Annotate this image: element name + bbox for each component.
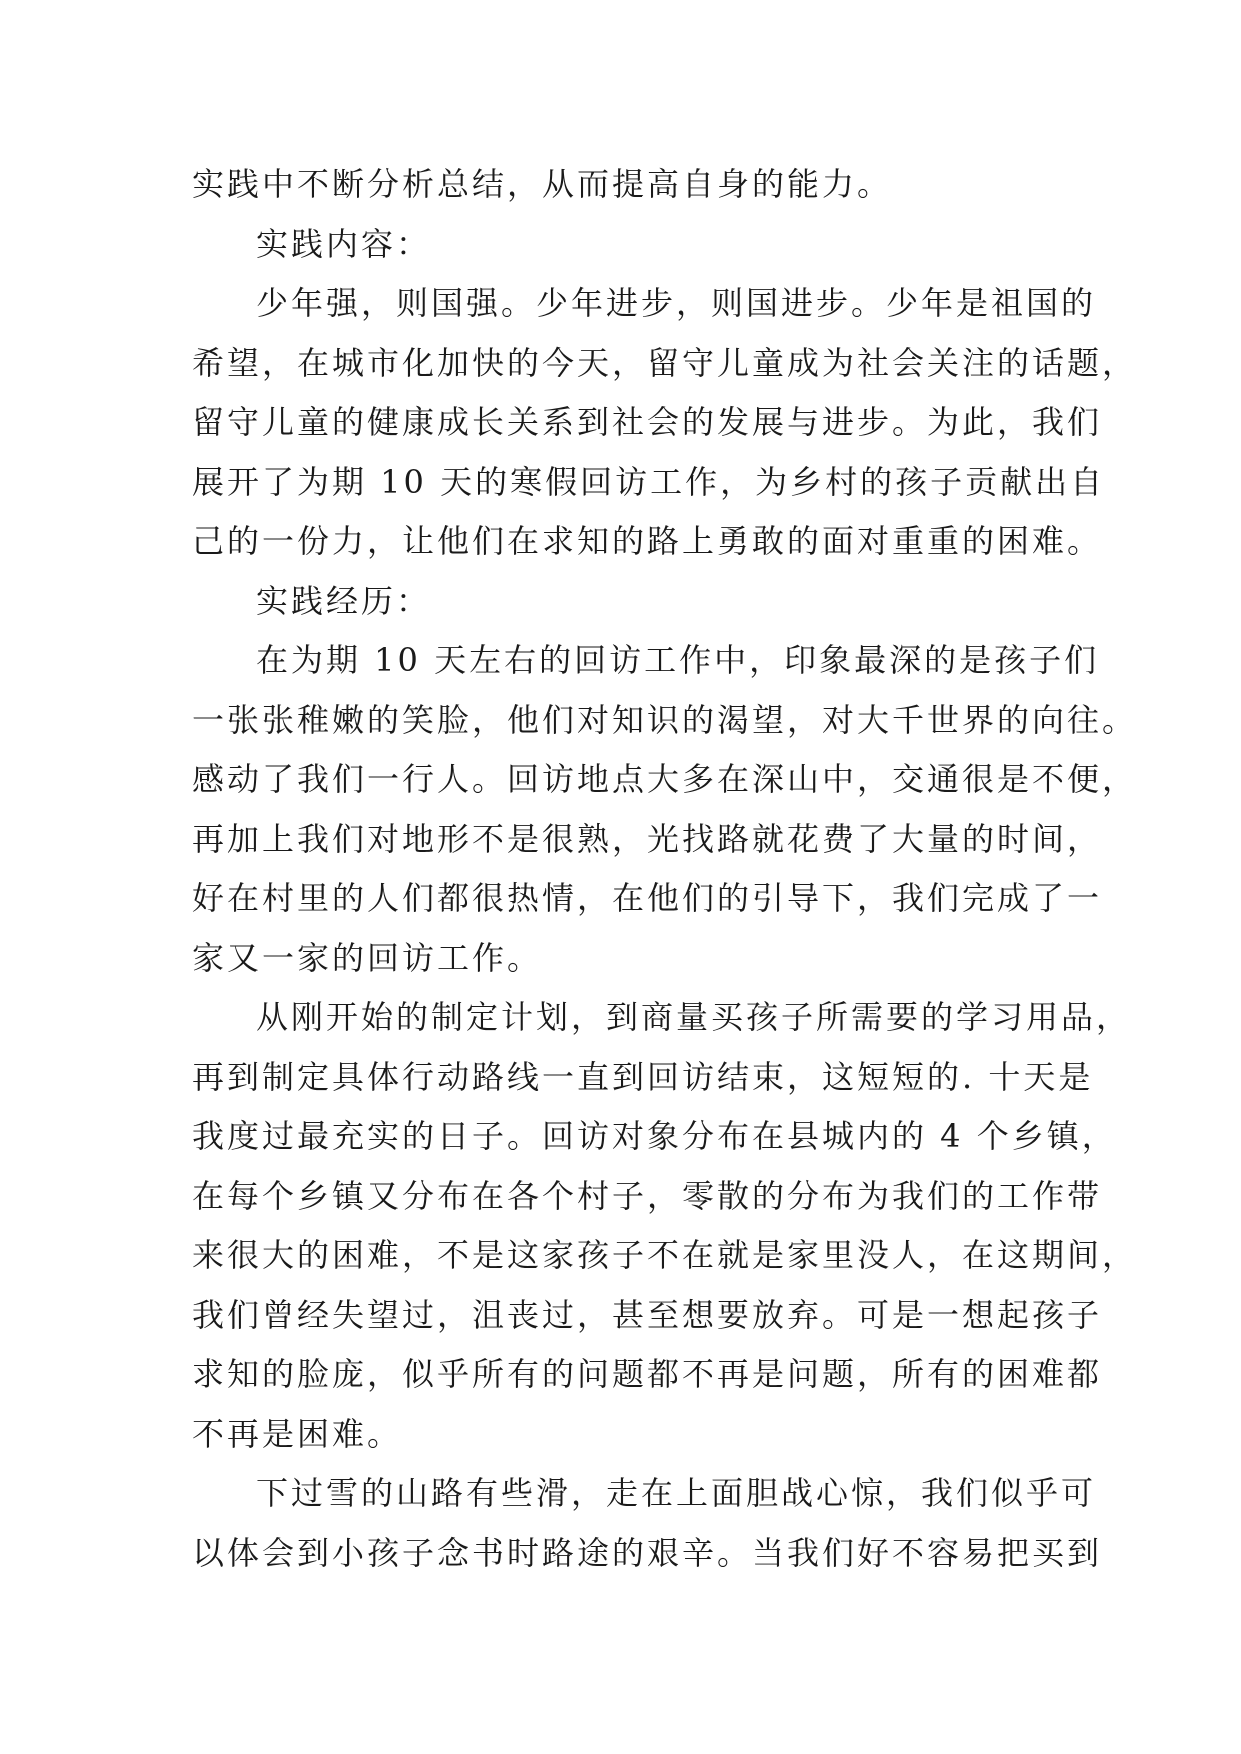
text-line: 求知的脸庞，似乎所有的问题都不再是问题，所有的困难都 xyxy=(192,1355,1103,1393)
text-line: 留守儿童的健康成长关系到社会的发展与进步。为此，我们 xyxy=(192,403,1103,441)
paragraph-first-line: 少年强，则国强。少年进步，则国进步。少年是祖国的 xyxy=(256,284,1097,322)
section-heading-practice-experience: 实践经历： xyxy=(256,581,432,620)
text-line: 我们曾经失望过，沮丧过，甚至想要放弃。可是一想起孩子 xyxy=(192,1295,1103,1334)
paragraph-first-line: 下过雪的山路有些滑，走在上面胆战心惊，我们似乎可 xyxy=(256,1474,1097,1512)
text-line: 实践中不断分析总结，从而提高自身的能力。 xyxy=(192,165,893,203)
text-line: 一张张稚嫩的笑脸，他们对知识的渴望，对大千世界的向往。 xyxy=(192,700,1138,739)
paragraph-first-line: 从刚开始的制定计划，到商量买孩子所需要的学习用品， xyxy=(256,998,1132,1036)
text-line: 希望，在城市化加快的今天，留守儿童成为社会关注的话题， xyxy=(192,343,1138,382)
text-line: 以体会到小孩子念书时路途的艰辛。当我们好不容易把买到 xyxy=(192,1533,1103,1572)
text-line: 再到制定具体行动路线一直到回访结束，这短短的. 十天是 xyxy=(192,1057,1094,1096)
text-line: 展开了为期 10 天的寒假回访工作，为乡村的孩子贡献出自 xyxy=(192,462,1106,501)
text-line: 己的一份力，让他们在求知的路上勇敢的面对重重的困难。 xyxy=(192,522,1103,560)
text-line: 在每个乡镇又分布在各个村子，零散的分布为我们的工作带 xyxy=(192,1176,1103,1215)
section-heading-practice-content: 实践内容： xyxy=(256,224,432,263)
text-line: 来很大的困难，不是这家孩子不在就是家里没人，在这期间， xyxy=(192,1236,1138,1274)
paragraph-first-line: 在为期 10 天左右的回访工作中，印象最深的是孩子们 xyxy=(256,641,1100,679)
text-line: 好在村里的人们都很热情，在他们的引导下，我们完成了一 xyxy=(192,879,1103,917)
document-body xyxy=(192,155,1138,1583)
text-line: 感动了我们一行人。回访地点大多在深山中，交通很是不便， xyxy=(192,760,1138,798)
text-line: 不再是困难。 xyxy=(192,1414,403,1453)
text-line: 再加上我们对地形不是很熟，光找路就花费了大量的时间， xyxy=(192,819,1103,858)
text-line: 家又一家的回访工作。 xyxy=(192,938,543,977)
text-line: 我度过最充实的日子。回访对象分布在县城内的 4 个乡镇， xyxy=(192,1117,1117,1155)
